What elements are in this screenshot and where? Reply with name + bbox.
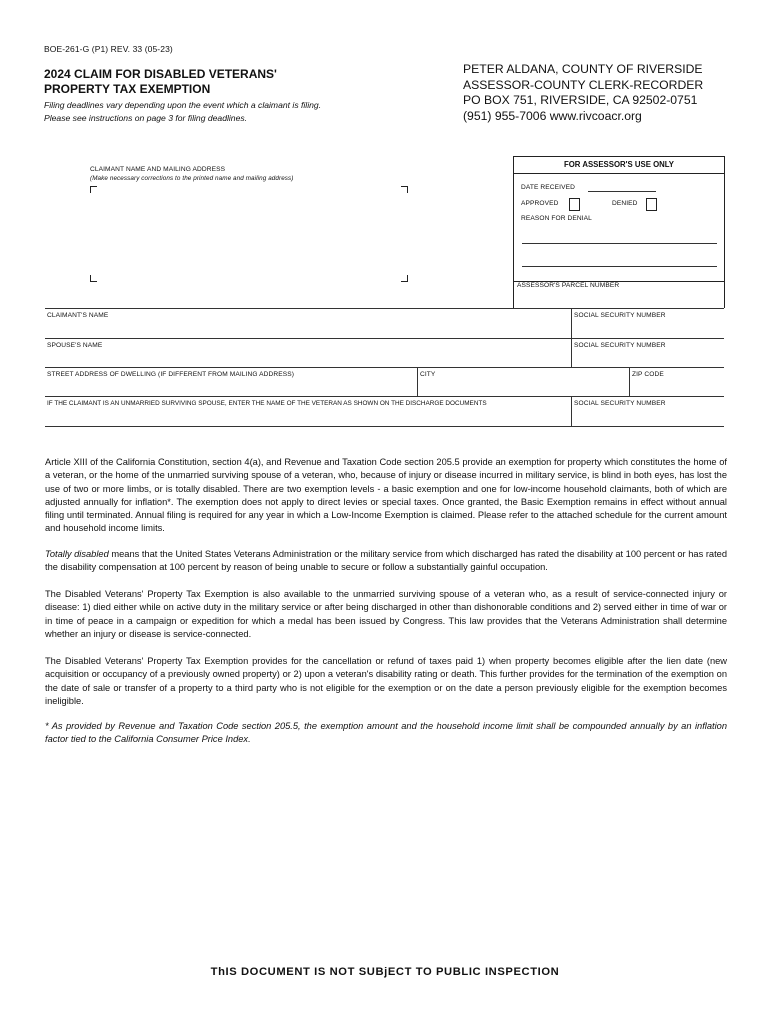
- grid-line: [45, 426, 724, 427]
- spouse-ssn-label: SOCIAL SECURITY NUMBER: [574, 342, 666, 349]
- paragraph-totally-disabled: [45, 548, 727, 575]
- assessor-use-heading: FOR ASSESSOR'S USE ONLY: [514, 157, 724, 174]
- veteran-name-field[interactable]: [45, 397, 570, 425]
- assessor-parcel-number-box[interactable]: [513, 280, 725, 308]
- spouse-name-label: SPOUSE'S NAME: [47, 342, 103, 349]
- mailing-address-note: (Make necessary corrections to the printed name and mailing address): [90, 175, 294, 182]
- mailing-address-window[interactable]: [90, 186, 408, 282]
- paragraph-exemption-overview: Article XIII of the California Constitution, section 4(a), and Revenue and Taxation Code section 205.5 provide an exemption for property which constitutes the home of a veteran, or the home of the unmarried surviving spouse of a veteran, who, because of injury or disease incurred in military service, is blind in both eyes, has lost the use of two or more limbs, or is totally disabled. There are two exemption levels - a basic exemption and one for low-income household claimants, both of which are adjusted annually for inflation*. The exemption does not apply to direct levies or special taxes. Once granted, the Basic Exemption remains in effect without annual filing until terminated. Annual filing is required for any year in which a Low-Income Exemption is claimed. Please refer to the attached schedule for the current amount and household income limits.: [45, 457, 727, 534]
- filing-deadline-note: [44, 99, 404, 124]
- zip-code-field[interactable]: [630, 368, 724, 395]
- spouse-ssn-field[interactable]: [572, 339, 724, 366]
- form-code: BOE-261-G (P1) REV. 33 (05-23): [44, 44, 173, 54]
- agency-line3: PO BOX 751, RIVERSIDE, CA 92502-0751: [463, 93, 698, 107]
- deadline-line1: Filing deadlines vary depending upon the event which a claimant is filing.: [44, 100, 322, 110]
- reason-for-denial-label: REASON FOR DENIAL: [521, 215, 592, 222]
- paragraph-cancellation-refund: The Disabled Veterans' Property Tax Exemption provides for the cancellation or refund of taxes paid 1) when property becomes eligible after the lien date (new acquisition or occupancy of a previously owned property) or 2) upon a veteran's disability rating or death. This further provides for the termination of the exemption on the date of sale or transfer of a property to a third party who is not eligible for the exemption or on the date a person previously eligible for the exemption becomes ineligible.: [45, 656, 727, 706]
- mailing-address-label: CLAIMANT NAME AND MAILING ADDRESS: [90, 166, 226, 173]
- inflation-footnote: * As provided by Revenue and Taxation Code section 205.5, the exemption amount and the household income limit shall be compounded annually by an inflation factor tied to the California Consumer Price Index.: [45, 721, 727, 745]
- corner-mark: [401, 275, 408, 282]
- claimant-ssn-field[interactable]: [572, 309, 724, 337]
- claimant-ssn-label: SOCIAL SECURITY NUMBER: [574, 312, 666, 319]
- assessor-use-box: [513, 156, 725, 282]
- approved-checkbox[interactable]: [569, 198, 580, 211]
- veteran-ssn-field[interactable]: [572, 397, 724, 425]
- totally-disabled-definition: means that the United States Veterans Administration or the military service from which discharged has rated the disability at 100 percent or has rated the disability compensation at 100 percent by reason of being unable to secure or follow a substantially gainful occupation.: [45, 549, 728, 573]
- reason-for-denial-line[interactable]: [522, 243, 717, 244]
- corner-mark: [90, 186, 97, 193]
- veteran-name-label: IF THE CLAIMANT IS AN UNMARRIED SURVIVING SPOUSE, ENTER THE NAME OF THE VETERAN AS SHOWN ON THE DISCHARGE DOCUMENTS: [47, 400, 487, 407]
- paragraph-surviving-spouse: The Disabled Veterans' Property Tax Exemption is also available to the unmarried surviving spouse of a veteran who, as a result of service-connected injury or disease: 1) died either while on active duty in the military service or after being discharged in other than dishonorable conditions and 2) served either in time of war or in time of peace in a campaign or expedition for which a medal has been issued by Congress. This law provides that the Veterans Administration shall determine whether an injury or disease is service-connected.: [45, 589, 727, 639]
- date-received-field[interactable]: [588, 191, 656, 192]
- date-received-label: DATE RECEIVED: [521, 184, 575, 191]
- city-label: CITY: [420, 371, 436, 378]
- veteran-ssn-label: SOCIAL SECURITY NUMBER: [574, 400, 666, 407]
- spouse-name-field[interactable]: [45, 339, 570, 366]
- reason-for-denial-line[interactable]: [522, 266, 717, 267]
- form-title-line1: 2024 CLAIM FOR DISABLED VETERANS': [44, 67, 277, 81]
- parcel-number-label: ASSESSOR'S PARCEL NUMBER: [517, 282, 620, 289]
- agency-line4: (951) 955-7006 www.rivcoacr.org: [463, 108, 642, 123]
- corner-mark: [401, 186, 408, 193]
- approved-label: APPROVED: [521, 200, 559, 207]
- public-inspection-notice: ThIS DOCUMENT IS NOT SUBjECT TO PUBLIC INSPECTION: [210, 966, 560, 978]
- claimant-name-label: CLAIMANT'S NAME: [47, 312, 109, 319]
- denied-checkbox[interactable]: [646, 198, 657, 211]
- totally-disabled-term: Totally disabled: [45, 549, 109, 559]
- claimant-name-field[interactable]: [45, 309, 570, 337]
- zip-code-label: ZIP CODE: [632, 371, 664, 378]
- deadline-line2: Please see instructions on page 3 for filing deadlines.: [44, 112, 248, 123]
- agency-line1: PETER ALDANA, COUNTY OF RIVERSIDE: [463, 62, 703, 76]
- denied-label: DENIED: [612, 200, 638, 207]
- street-address-field[interactable]: [45, 368, 416, 395]
- form-title: [44, 67, 374, 97]
- city-field[interactable]: [418, 368, 628, 395]
- street-address-label: STREET ADDRESS OF DWELLING (IF DIFFERENT FROM MAILING ADDRESS): [47, 371, 295, 378]
- corner-mark: [90, 275, 97, 282]
- agency-address-block: [463, 62, 733, 124]
- form-title-line2: PROPERTY TAX EXEMPTION: [44, 82, 211, 96]
- agency-line2: ASSESSOR-COUNTY CLERK-RECORDER: [463, 77, 704, 92]
